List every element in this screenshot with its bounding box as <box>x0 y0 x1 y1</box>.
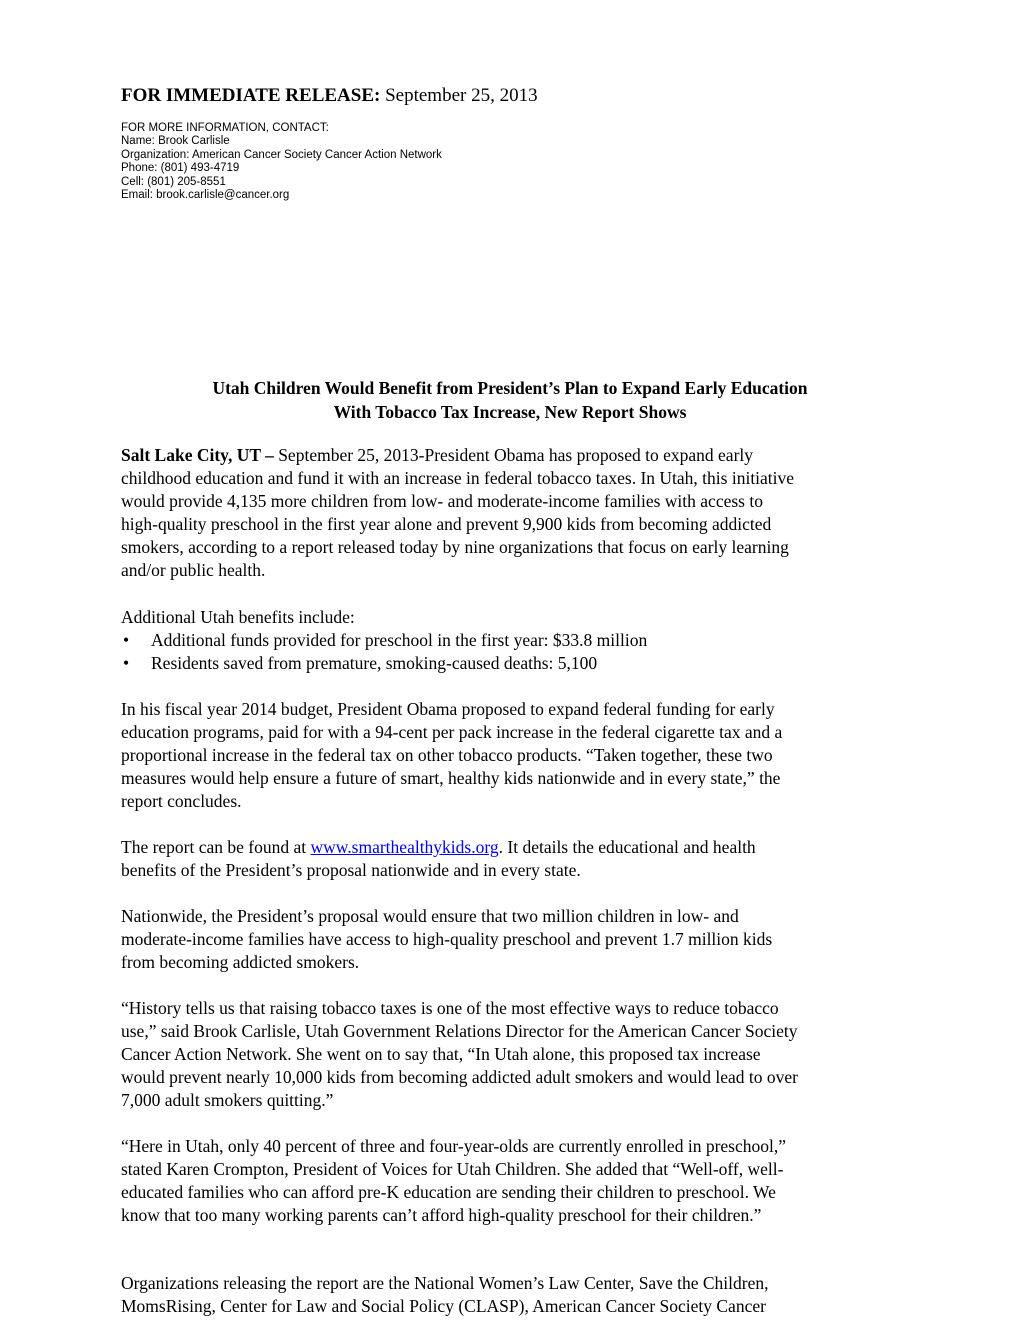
organizations-line-2: MomsRising, Center for Law and Social Policy (CLASP), American Cancer Society Cancer <box>121 1296 766 1316</box>
report-link[interactable]: www.smarthealthykids.org <box>310 837 499 857</box>
benefits-intro-text: Additional Utah benefits include: <box>121 607 355 627</box>
benefit-item <box>121 652 647 675</box>
benefit-item <box>121 629 647 652</box>
release-date: September 25, 2013 <box>385 85 538 106</box>
headline-line-1: Utah Children Would Benefit from President’s Plan to Expand Early Education <box>212 378 808 398</box>
budget-line-3: proportional increase in the federal tax on other tobacco products. “Taken together, these two <box>121 745 773 765</box>
contact-heading: FOR MORE INFORMATION, CONTACT: <box>121 122 329 134</box>
contact-organization: Organization: American Cancer Society Cancer Action Network <box>121 148 442 161</box>
intro-paragraph <box>121 444 794 582</box>
budget-line-1: In his fiscal year 2014 budget, President Obama proposed to expand federal funding for early <box>121 699 775 719</box>
intro-line-5: smokers, according to a report released today by nine organizations that focus on early learning <box>121 537 789 557</box>
benefits-intro <box>121 606 355 629</box>
budget-line-5: report concludes. <box>121 791 242 811</box>
budget-line-2: education programs, paid for with a 94-cent per pack increase in the federal cigarette tax and a <box>121 722 783 742</box>
intro-line-3: would provide 4,135 more children from low- and moderate-income families with access to <box>121 491 763 511</box>
contact-phone: Phone: (801) 493-4719 <box>121 162 240 175</box>
report-line-1 <box>121 836 756 859</box>
release-label: FOR IMMEDIATE RELEASE: <box>121 85 381 106</box>
contact-block <box>121 122 442 202</box>
dateline: Salt Lake City, UT – <box>121 445 274 465</box>
contact-name: Name: Brook Carlisle <box>121 135 230 148</box>
budget-paragraph <box>121 698 782 813</box>
contact-cell: Cell: (801) 205-8551 <box>121 175 226 188</box>
intro-line-1-text: September 25, 2013-President Obama has proposed to expand early <box>273 445 754 465</box>
nationwide-line-1: Nationwide, the President’s proposal would ensure that two million children in low- and <box>121 906 739 926</box>
crompton-quote-paragraph <box>121 1135 786 1227</box>
nationwide-line-2: moderate-income families have access to high-quality preschool and prevent 1.7 million kids <box>121 929 773 949</box>
report-paragraph <box>121 836 756 882</box>
report-line-2: benefits of the President’s proposal nationwide and in every state. <box>121 860 581 880</box>
quote2-line-2: stated Karen Crompton, President of Voices for Utah Children. She added that “Well-off, well- <box>121 1159 784 1179</box>
quote1-line-1: “History tells us that raising tobacco taxes is one of the most effective ways to reduce tobacco <box>121 998 779 1018</box>
intro-line-1 <box>121 444 794 467</box>
report-prefix: The report can be found at <box>121 837 311 857</box>
intro-line-4: high-quality preschool in the first year alone and prevent 9,900 kids from becoming addicted <box>121 514 772 534</box>
nationwide-line-3: from becoming addicted smokers. <box>121 952 360 972</box>
intro-line-2: childhood education and fund it with an increase in federal tobacco taxes. In Utah, this initiative <box>121 468 795 488</box>
benefit-text: Additional funds provided for preschool in the first year: $33.8 million <box>151 630 648 650</box>
contact-email: Email: brook.carlisle@cancer.org <box>121 189 290 202</box>
budget-line-4: measures would help ensure a future of smart, healthy kids nationwide and in every state,” the <box>121 768 781 788</box>
quote2-line-4: know that too many working parents can’t afford high-quality preschool for their children.” <box>121 1205 762 1225</box>
report-suffix: . It details the educational and health <box>498 837 756 857</box>
benefit-text: Residents saved from premature, smoking-caused deaths: 5,100 <box>151 653 598 673</box>
quote2-line-3: educated families who can afford pre-K education are sending their children to preschool. We <box>121 1182 776 1202</box>
headline-line-2: With Tobacco Tax Increase, New Report Shows <box>333 402 687 422</box>
organizations-paragraph <box>121 1272 768 1318</box>
quote1-line-3: Cancer Action Network. She went on to say that, “In Utah alone, this proposed tax increase <box>121 1044 761 1064</box>
carlisle-quote-paragraph <box>121 997 798 1112</box>
benefits-list <box>121 629 647 675</box>
intro-line-6: and/or public health. <box>121 560 266 580</box>
bullet-icon: • <box>123 653 130 673</box>
headline <box>0 376 1020 424</box>
organizations-line-1: Organizations releasing the report are the National Women’s Law Center, Save the Children, <box>121 1273 769 1293</box>
quote1-line-5: 7,000 adult smokers quitting.” <box>121 1090 334 1110</box>
release-line <box>121 84 538 108</box>
nationwide-paragraph <box>121 905 772 974</box>
bullet-icon: • <box>123 630 130 650</box>
quote1-line-4: would prevent nearly 10,000 kids from becoming addicted adult smokers and would lead to over <box>121 1067 798 1087</box>
quote1-line-2: use,” said Brook Carlisle, Utah Government Relations Director for the American Cancer Society <box>121 1021 798 1041</box>
quote2-line-1: “Here in Utah, only 40 percent of three and four-year-olds are currently enrolled in preschool,” <box>121 1136 786 1156</box>
